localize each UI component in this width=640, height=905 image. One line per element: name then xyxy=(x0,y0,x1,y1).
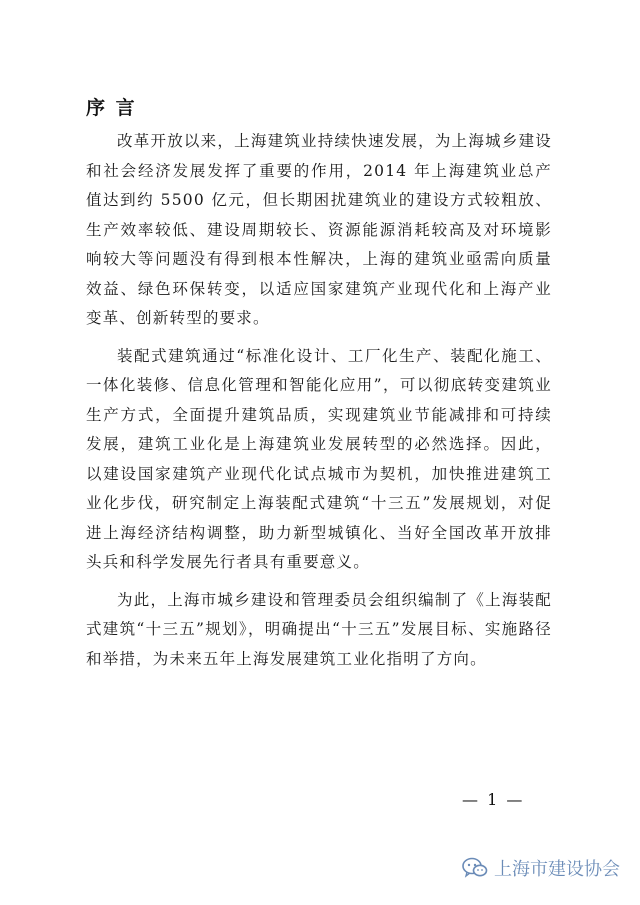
page-title: 序 言 xyxy=(86,97,137,119)
page-number: — 1 — xyxy=(462,790,525,809)
paragraph-1: 改革开放以来，上海建筑业持续快速发展，为上海城乡建设和社会经济发展发挥了重要的作用，2014 年上海建筑业总产值达到约 5500 亿元，但长期困扰建筑业的建设方式较粗放、生产效率较低、建设周期较长、资源能源消耗较高及对环境影响较大等问题没有得到根本性解决，上海的建筑业亟需向质量效益、绿色环保转变，以适应国家建筑产业现代化和上海产业变革、创新转型的要求。 xyxy=(86,132,552,327)
paragraph-2: 装配式建筑通过“标准化设计、工厂化生产、装配化施工、一体化装修、信息化管理和智能化应用”，可以彻底转变建筑业生产方式，全面提升建筑品质，实现建筑业节能减排和可持续发展，建筑工业化是上海建筑业发展转型的必然选择。因此，以建设国家建筑产业现代化试点城市为契机，加快推进建筑工业化步伐，研究制定上海装配式建筑“十三五”发展规划，对促进上海经济结构调整，助力新型城镇化、当好全国改革开放排头兵和科学发展先行者具有重要意义。 xyxy=(86,346,552,571)
watermark xyxy=(462,855,620,881)
body-text xyxy=(86,127,552,682)
watermark-text: 上海市建设协会 xyxy=(494,859,620,880)
paragraph-3: 为此，上海市城乡建设和管理委员会组织编制了《上海装配式建筑“十三五”规划》，明确提出“十三五”发展目标、实施路径和举措，为未来五年上海发展建筑工业化指明了方向。 xyxy=(86,590,552,668)
wechat-icon xyxy=(462,857,488,879)
